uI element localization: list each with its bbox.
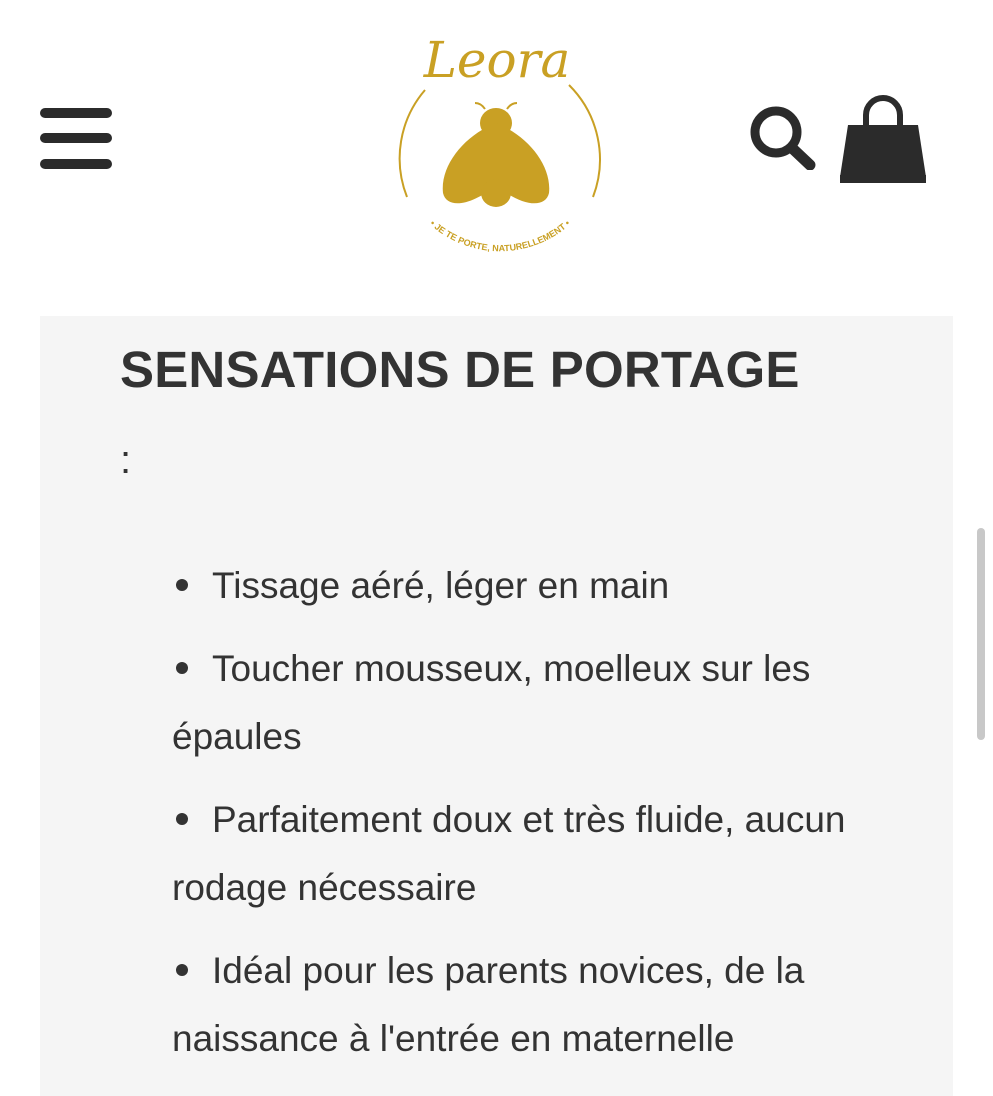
hamburger-menu-icon[interactable]: [40, 108, 112, 172]
site-header: [0, 0, 993, 300]
list-item: [172, 786, 892, 922]
list-item-text: Toucher mousseux, moelleux sur les épaules: [172, 648, 811, 757]
list-item-text: Parfaitement doux et très fluide, aucun rodage nécessaire: [172, 799, 846, 908]
scrollbar[interactable]: [977, 528, 985, 740]
shopping-bag-icon[interactable]: [838, 95, 928, 185]
heading-colon: :: [120, 438, 132, 482]
list-item: [172, 635, 892, 771]
bullet-icon: [176, 964, 188, 976]
search-icon[interactable]: [748, 104, 818, 170]
leora-logo[interactable]: [385, 15, 615, 275]
product-description-section: [40, 316, 953, 1096]
bullet-icon: [176, 813, 188, 825]
list-item: [172, 937, 892, 1073]
section-heading: SENSATIONS DE PORTAGE: [120, 341, 800, 398]
list-item: [172, 552, 892, 620]
bullet-icon: [176, 662, 188, 674]
svg-text:• JE TE PORTE, NATURELLEMENT •: • JE TE PORTE, NATURELLEMENT •: [428, 218, 572, 254]
list-item-text: Idéal pour les parents novices, de la naissance à l'entrée en maternelle: [172, 950, 805, 1059]
list-item-text: Tissage aéré, léger en main: [212, 565, 670, 606]
svg-text:Leora: Leora: [423, 31, 571, 89]
bullet-icon: [176, 579, 188, 591]
features-list: [172, 552, 892, 1088]
